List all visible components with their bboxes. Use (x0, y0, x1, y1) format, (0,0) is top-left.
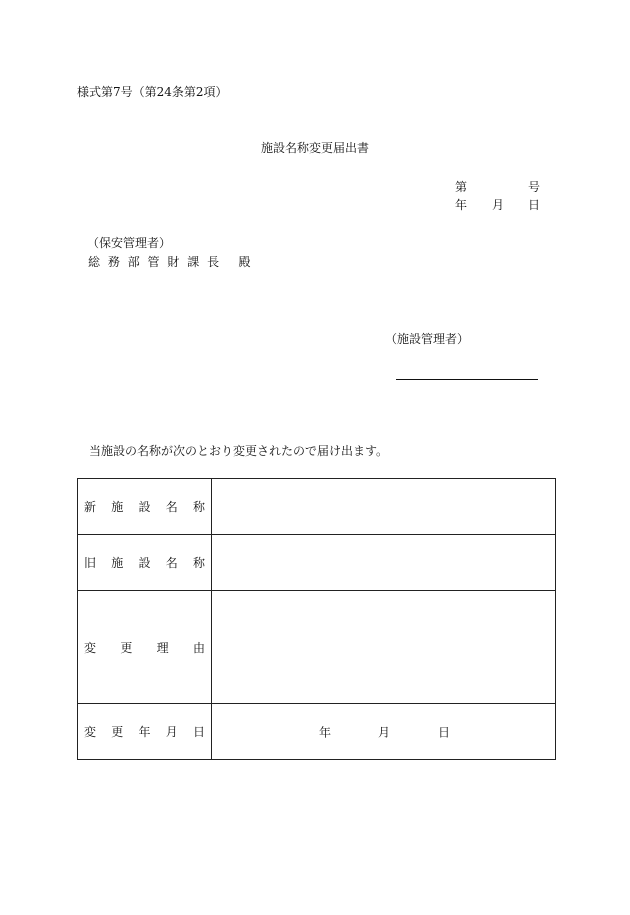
value-change-date[interactable] (212, 704, 556, 760)
table-row-reason (78, 591, 556, 704)
label-change-date: 変 更 年 月 日 (78, 704, 212, 760)
change-date-year: 年 (319, 725, 332, 739)
change-date-day: 日 (438, 725, 451, 739)
document-number-prefix: 第 (455, 180, 468, 194)
info-table (77, 478, 556, 760)
label-old-facility-name: 旧 施 設 名 称 (78, 535, 212, 591)
value-change-reason[interactable] (212, 591, 556, 704)
document-title: 施設名称変更届出書 (260, 141, 369, 155)
change-date-month: 月 (378, 725, 391, 739)
applicant-role: （施設管理者） (385, 332, 470, 346)
table-row-new-name (78, 479, 556, 535)
table-row-change-date (78, 704, 556, 760)
signature-line[interactable] (396, 379, 538, 380)
form-number: 様式第7号（第24条第2項） (77, 85, 228, 99)
table-row-old-name (78, 535, 556, 591)
value-old-facility-name[interactable] (212, 535, 556, 591)
label-change-reason: 変 更 理 由 (78, 591, 212, 704)
submission-date-year: 年 (455, 198, 468, 212)
label-new-facility-name: 新 施 設 名 称 (78, 479, 212, 535)
submission-date-day: 日 (528, 198, 541, 212)
statement-text: 当施設の名称が次のとおり変更されたので届け出ます。 (89, 444, 389, 458)
recipient-name: 総 務 部 管 財 課 長 殿 (88, 255, 253, 269)
document-number-suffix: 号 (528, 180, 541, 194)
submission-date-month: 月 (492, 198, 505, 212)
value-new-facility-name[interactable] (212, 479, 556, 535)
recipient-role: （保安管理者） (87, 236, 172, 250)
